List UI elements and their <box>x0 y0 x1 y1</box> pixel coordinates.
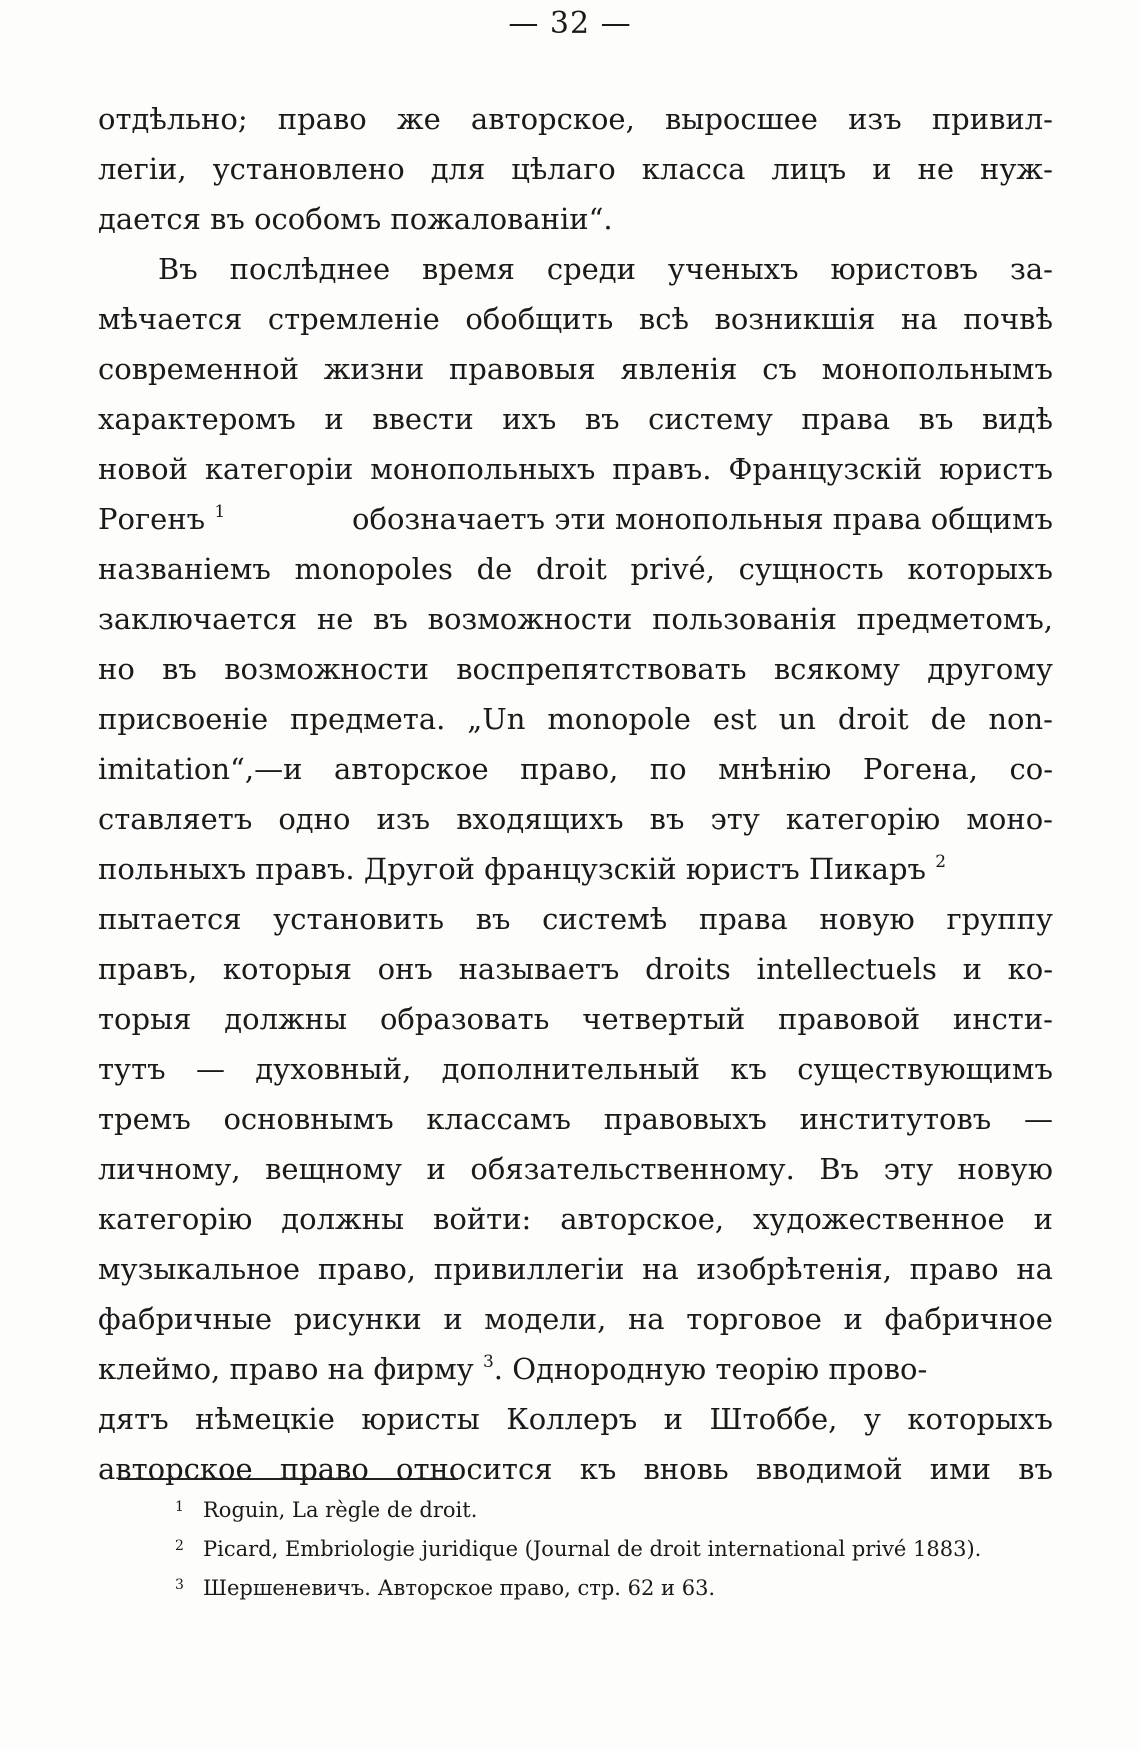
word: Штоббе, <box>709 1402 838 1436</box>
word: мѣчается <box>98 302 243 336</box>
word: съ <box>762 352 797 386</box>
word: правъ, <box>98 952 198 986</box>
word: образовать <box>379 1002 550 1036</box>
word: жизни <box>323 352 425 386</box>
body-text <box>98 94 1053 1494</box>
word: системѣ <box>542 902 668 936</box>
word: фабричные <box>98 1302 273 1336</box>
word: privé, <box>630 552 715 586</box>
word: право <box>909 1252 999 1286</box>
text-line <box>98 1094 1053 1144</box>
word: авторское <box>98 1452 253 1486</box>
word: которыхъ <box>907 1402 1053 1436</box>
page-number: — 32 — <box>508 6 632 41</box>
word: предмета. <box>290 702 446 736</box>
text-line <box>98 194 1053 244</box>
word: и <box>324 402 344 436</box>
word: новую <box>957 1152 1053 1186</box>
word: привил- <box>931 102 1053 136</box>
footnote-3 <box>175 1566 1055 1605</box>
text-line <box>98 994 1053 1044</box>
word: художественное <box>753 1202 1005 1236</box>
text-fragment: . Однородную теорію прово- <box>493 1352 928 1386</box>
text-line <box>98 644 1053 694</box>
footnote-2 <box>175 1527 1055 1566</box>
footnote-ref-3[interactable]: 3 <box>482 1352 494 1372</box>
word: рисунки <box>293 1302 422 1336</box>
word: воспрепятствовать <box>456 652 747 686</box>
word: возможности <box>427 602 633 636</box>
footnote-ref-1[interactable]: 1 <box>214 502 226 522</box>
text-line <box>98 944 1053 994</box>
word: авторское, <box>560 1202 725 1236</box>
word: droit <box>837 702 909 736</box>
word: цѣлаго <box>511 152 616 186</box>
text-line <box>98 294 1053 344</box>
word: вещному <box>265 1152 402 1186</box>
word: должны <box>281 1202 405 1236</box>
word: на <box>1016 1252 1053 1286</box>
word: за- <box>1010 252 1053 286</box>
footnote-text: Picard, Embriologie juridique (Journal de droit international privé 1883). <box>203 1537 982 1561</box>
text-line <box>98 494 1053 544</box>
word: и <box>962 952 982 986</box>
word: явленія <box>620 352 738 386</box>
text-span: обозначаетъ эти монопольныя права общимъ <box>352 502 1053 536</box>
word: привиллегіи <box>433 1252 625 1286</box>
word: правовыя <box>448 352 596 386</box>
word: ученыхъ <box>667 252 799 286</box>
word: монопольныхъ <box>370 452 596 486</box>
text-line <box>98 444 1053 494</box>
word: въ <box>1018 1452 1053 1486</box>
text-line <box>98 1244 1053 1294</box>
word: входящихъ <box>456 802 624 836</box>
word: категоріи <box>204 452 354 486</box>
word: фабричное <box>884 1302 1053 1336</box>
text-line <box>98 1194 1053 1244</box>
word: юристовъ <box>830 252 979 286</box>
word: эту <box>710 802 760 836</box>
text-line <box>98 144 1053 194</box>
word: личному, <box>98 1152 241 1186</box>
word: право <box>277 102 367 136</box>
word: сущность <box>738 552 884 586</box>
word: тутъ <box>98 1052 166 1086</box>
word: послѣднее <box>229 252 391 286</box>
word: intellectuels <box>756 952 937 986</box>
text-line <box>98 694 1053 744</box>
word: тремъ <box>98 1102 191 1136</box>
word: торговое <box>686 1302 822 1336</box>
word: ими <box>929 1452 991 1486</box>
word: присвоеніе <box>98 702 269 736</box>
word: въ <box>584 402 620 436</box>
word: основнымъ <box>223 1102 394 1136</box>
word: въ <box>649 802 685 836</box>
word: и <box>443 1302 463 1336</box>
word: моно- <box>966 802 1053 836</box>
word: торыя <box>98 1002 192 1036</box>
word: новой <box>98 452 188 486</box>
word: нуж- <box>980 152 1053 186</box>
text-line <box>98 594 1053 644</box>
word: на <box>642 1252 679 1286</box>
word: всякому <box>773 652 900 686</box>
word: существующимъ <box>797 1052 1053 1086</box>
word: четвертый <box>582 1002 746 1036</box>
word: новую <box>819 902 915 936</box>
word: возникшія <box>714 302 876 336</box>
word: авторское <box>333 752 489 786</box>
word: группу <box>946 902 1053 936</box>
word: Въ <box>158 252 198 286</box>
text-span <box>98 844 946 894</box>
text-line <box>98 744 1053 794</box>
word: вводимой <box>755 1452 903 1486</box>
word: нѣмецкіе <box>195 1402 335 1436</box>
word: юристы <box>361 1402 480 1436</box>
word: выросшее <box>664 102 818 136</box>
word: на <box>627 1302 665 1336</box>
word: класса <box>641 152 746 186</box>
word: музыкальное <box>98 1252 301 1286</box>
word: среди <box>546 252 636 286</box>
word: въ <box>918 402 954 436</box>
word: обязательственному. <box>470 1152 795 1186</box>
word: авторское, <box>470 102 635 136</box>
word: пользованія <box>652 602 837 636</box>
word: духовный, <box>255 1052 412 1086</box>
word: правовой <box>777 1002 921 1036</box>
word: monopole <box>547 702 691 736</box>
word: установлено <box>212 152 405 186</box>
word: мнѣнію <box>718 752 832 786</box>
word: въ <box>373 602 408 636</box>
word: которыхъ <box>907 552 1053 586</box>
word: но <box>98 652 135 686</box>
word: называетъ <box>458 952 620 986</box>
word: droits <box>645 952 731 986</box>
word: заключается <box>98 602 298 636</box>
text-fragment: клеймо, право на фирму <box>98 1352 474 1386</box>
text-span <box>98 494 225 544</box>
word: у <box>863 1402 881 1436</box>
text-line <box>98 94 1053 144</box>
word: легіи, <box>98 152 187 186</box>
word: монопольнымъ <box>821 352 1053 386</box>
text-line <box>98 1394 1053 1444</box>
footnote-mark: 3 <box>175 1577 184 1593</box>
word: относится <box>396 1452 553 1486</box>
word: права <box>801 402 891 436</box>
word: категорію <box>98 1202 253 1236</box>
word: ввести <box>372 402 474 436</box>
footnote-1 <box>175 1488 1055 1527</box>
word: должны <box>224 1002 348 1036</box>
word: въ <box>475 902 511 936</box>
word: и <box>1033 1202 1053 1236</box>
footnote-mark: 2 <box>175 1538 184 1554</box>
word: пытается <box>98 902 242 936</box>
text-span: дается въ особомъ пожалованіи“. <box>98 202 613 236</box>
word: время <box>422 252 515 286</box>
word: ко- <box>1007 952 1053 986</box>
word: Рогена, <box>862 752 978 786</box>
word: не <box>316 602 354 636</box>
text-line <box>98 1044 1053 1094</box>
word: юристъ <box>939 452 1053 486</box>
word: и <box>426 1152 446 1186</box>
word: право <box>279 1452 369 1486</box>
word: въ <box>162 652 197 686</box>
word: лицъ <box>771 152 847 186</box>
word: установить <box>273 902 445 936</box>
word: правовыхъ <box>603 1102 767 1136</box>
word: не <box>917 152 955 186</box>
word: видѣ <box>981 402 1053 436</box>
word: право, <box>317 1252 416 1286</box>
text-fragment: польныхъ правъ. Другой французскій юристъ Пикаръ <box>98 852 926 886</box>
footnote-text: Roguin, La règle de droit. <box>203 1498 478 1522</box>
footnote-mark: 1 <box>175 1499 184 1515</box>
word: институтовъ <box>799 1102 992 1136</box>
footnotes <box>175 1488 1055 1605</box>
word: право, <box>520 752 619 786</box>
word: возможности <box>224 652 429 686</box>
text-line <box>98 844 1053 894</box>
word: и <box>872 152 892 186</box>
word: другому <box>927 652 1053 686</box>
word: которыя <box>222 952 352 986</box>
word: же <box>396 102 441 136</box>
word: характеромъ <box>98 402 296 436</box>
word: дополнительный <box>441 1052 701 1086</box>
text-line <box>98 794 1053 844</box>
word: почвѣ <box>963 302 1053 336</box>
word: ставляетъ <box>98 802 253 836</box>
word: стремленіе <box>267 302 440 336</box>
word: ихъ <box>502 402 557 436</box>
word: по <box>649 752 687 786</box>
word: классамъ <box>426 1102 572 1136</box>
word: категорію <box>785 802 941 836</box>
word: къ <box>730 1052 767 1086</box>
word: изобрѣтенія, <box>696 1252 892 1286</box>
word: современной <box>98 352 299 386</box>
word: imitation“,—и <box>98 752 303 786</box>
word: non- <box>988 702 1053 736</box>
footnote-ref-2[interactable]: 2 <box>935 852 947 872</box>
word: систему <box>648 402 773 436</box>
word: Французскій <box>728 452 923 486</box>
word: модели, <box>484 1302 607 1336</box>
word: одно <box>278 802 351 836</box>
word: de <box>476 552 513 586</box>
text-line <box>98 1444 1053 1494</box>
word: для <box>430 152 486 186</box>
word: изъ <box>848 102 902 136</box>
word: Коллеръ <box>506 1402 638 1436</box>
word: и <box>843 1302 863 1336</box>
text-line <box>98 894 1053 944</box>
word: права <box>698 902 788 936</box>
word: правъ. <box>612 452 712 486</box>
footnote-text: Шершеневичъ. Авторское право, стр. 62 и 63. <box>203 1576 716 1600</box>
word: monopoles <box>294 552 453 586</box>
word: на <box>901 302 938 336</box>
word: Въ <box>819 1152 860 1186</box>
word: отдѣльно; <box>98 102 248 136</box>
word: обобщить <box>465 302 614 336</box>
word: droit <box>535 552 607 586</box>
text-line <box>98 544 1053 594</box>
text-line <box>98 344 1053 394</box>
word: изъ <box>376 802 431 836</box>
word: инсти- <box>952 1002 1053 1036</box>
word: un <box>778 702 816 736</box>
word: и <box>663 1402 684 1436</box>
footnote-divider <box>118 1478 458 1480</box>
text-line <box>98 1344 1053 1394</box>
word: всѣ <box>638 302 689 336</box>
text-line <box>98 1294 1053 1344</box>
word: къ <box>579 1452 617 1486</box>
word: — <box>195 1052 225 1086</box>
word: названіемъ <box>98 552 271 586</box>
word: de <box>930 702 967 736</box>
word: со- <box>1009 752 1053 786</box>
word: дятъ <box>98 1402 169 1436</box>
word: эту <box>883 1152 934 1186</box>
author-name: Рогенъ <box>98 502 206 536</box>
word: войти: <box>433 1202 532 1236</box>
word: „Un <box>467 702 526 736</box>
word: онъ <box>377 952 433 986</box>
word: — <box>1023 1102 1053 1136</box>
text-line <box>98 1144 1053 1194</box>
word: предметомъ, <box>856 602 1053 636</box>
word: вновь <box>643 1452 729 1486</box>
text-line <box>98 394 1053 444</box>
paragraph-first-line <box>98 244 1053 294</box>
word: est <box>712 702 757 736</box>
text-span <box>98 1344 927 1394</box>
